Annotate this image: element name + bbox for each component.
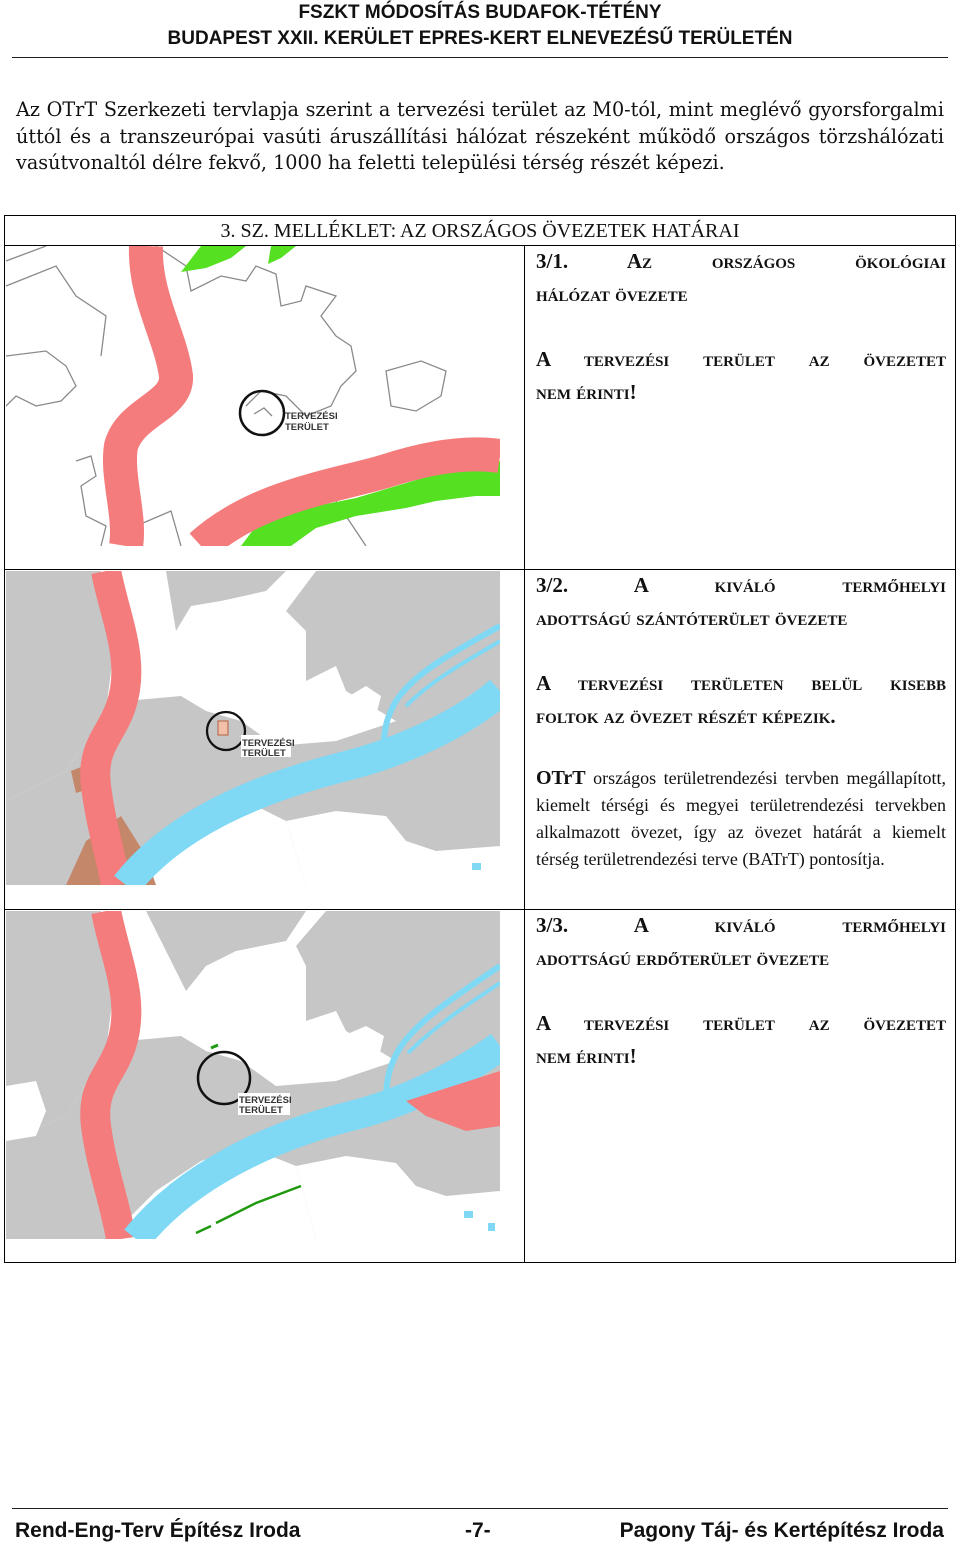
page-header (0, 0, 960, 52)
row-1-heading-line-1: 3/1. Az országos ökológiai (536, 249, 946, 273)
row-1-status (536, 343, 946, 409)
footer-right: Pagony Táj- és Kertépítész Iroda (619, 1519, 944, 1542)
row-2-status-line-1: A tervezési területen belül kisebb (536, 671, 946, 695)
zones-table (4, 215, 956, 1263)
table-title: 3. SZ. MELLÉKLET: AZ ORSZÁGOS ÖVEZETEK HATÁRAI (5, 216, 955, 246)
footer-rule (12, 1508, 948, 1509)
row-2-heading (536, 569, 946, 635)
map-ecological-network (6, 246, 500, 546)
map-2-label-line-1: TERVEZÉSI (242, 738, 295, 749)
footer-left: Rend-Eng-Terv Építész Iroda (15, 1519, 301, 1542)
row-1-status-line-2: nem érinti! (536, 380, 637, 404)
row-3-heading-line-1: 3/3. A kiváló termőhelyi (536, 913, 946, 937)
row-1-status-line-1: A tervezési terület az övezetet (536, 347, 946, 371)
header-line-2: BUDAPEST XXII. KERÜLET EPRES-KERT ELNEVEZÉSŰ TERÜLETÉN (167, 28, 793, 49)
row-2-heading-line-1: 3/2. A kiváló termőhelyi (536, 573, 946, 597)
map-arable-land (6, 571, 500, 885)
map-1-label-line-2: TERÜLET (285, 422, 329, 433)
map-3-label-line-1: TERVEZÉSI (239, 1095, 292, 1106)
map-1-label-line-1: TERVEZÉSI (285, 411, 338, 422)
row-2-heading-line-2: adottságú szántóterület övezete (536, 606, 848, 630)
footer-page-number: -7- (465, 1519, 491, 1542)
row-3-heading-line-2: adottságú erdőterület övezete (536, 946, 830, 970)
row-1-heading-line-2: hálózat övezete (536, 282, 688, 306)
row-3-status-line-2: nem érinti! (536, 1044, 637, 1068)
map-3-label-line-2: TERÜLET (239, 1105, 283, 1116)
header-rule (12, 57, 948, 58)
row-2-status-line-2: foltok az övezet részét képezik. (536, 704, 836, 728)
row-2-status (536, 667, 946, 733)
row-2-note (536, 765, 946, 873)
row-2-note-text: országos területrendezési tervben megállapított, kiemelt térségi és megyei területrendezési tervekben alkalmazott övezet, így az övezet határát a kiemelt térség területrendezési terve (BATrT) pontosítja. (536, 768, 946, 869)
row-3-heading (536, 909, 946, 975)
map-forest (6, 911, 500, 1239)
map-2-label-line-2: TERÜLET (242, 748, 286, 759)
row-2-note-lead: OTrT (536, 767, 586, 789)
row-1-heading (536, 245, 946, 311)
row-3-status (536, 1007, 946, 1073)
column-divider (524, 245, 525, 1262)
intro-paragraph: Az OTrT Szerkezeti tervlapja szerint a tervezési terület az M0-tól, mint meglévő gyorsforgalmi úttól és a transzeurópai vasúti áruszállítási hálózat részeként működő országos törzshálózati vasútvonaltól délre fekvő, 1000 ha feletti települési térség részét képezi. (16, 98, 944, 174)
row-3-status-line-1: A tervezési terület az övezetet (536, 1011, 946, 1035)
header-line-1: FSZKT MÓDOSÍTÁS BUDAFOK-TÉTÉNY (298, 2, 662, 23)
